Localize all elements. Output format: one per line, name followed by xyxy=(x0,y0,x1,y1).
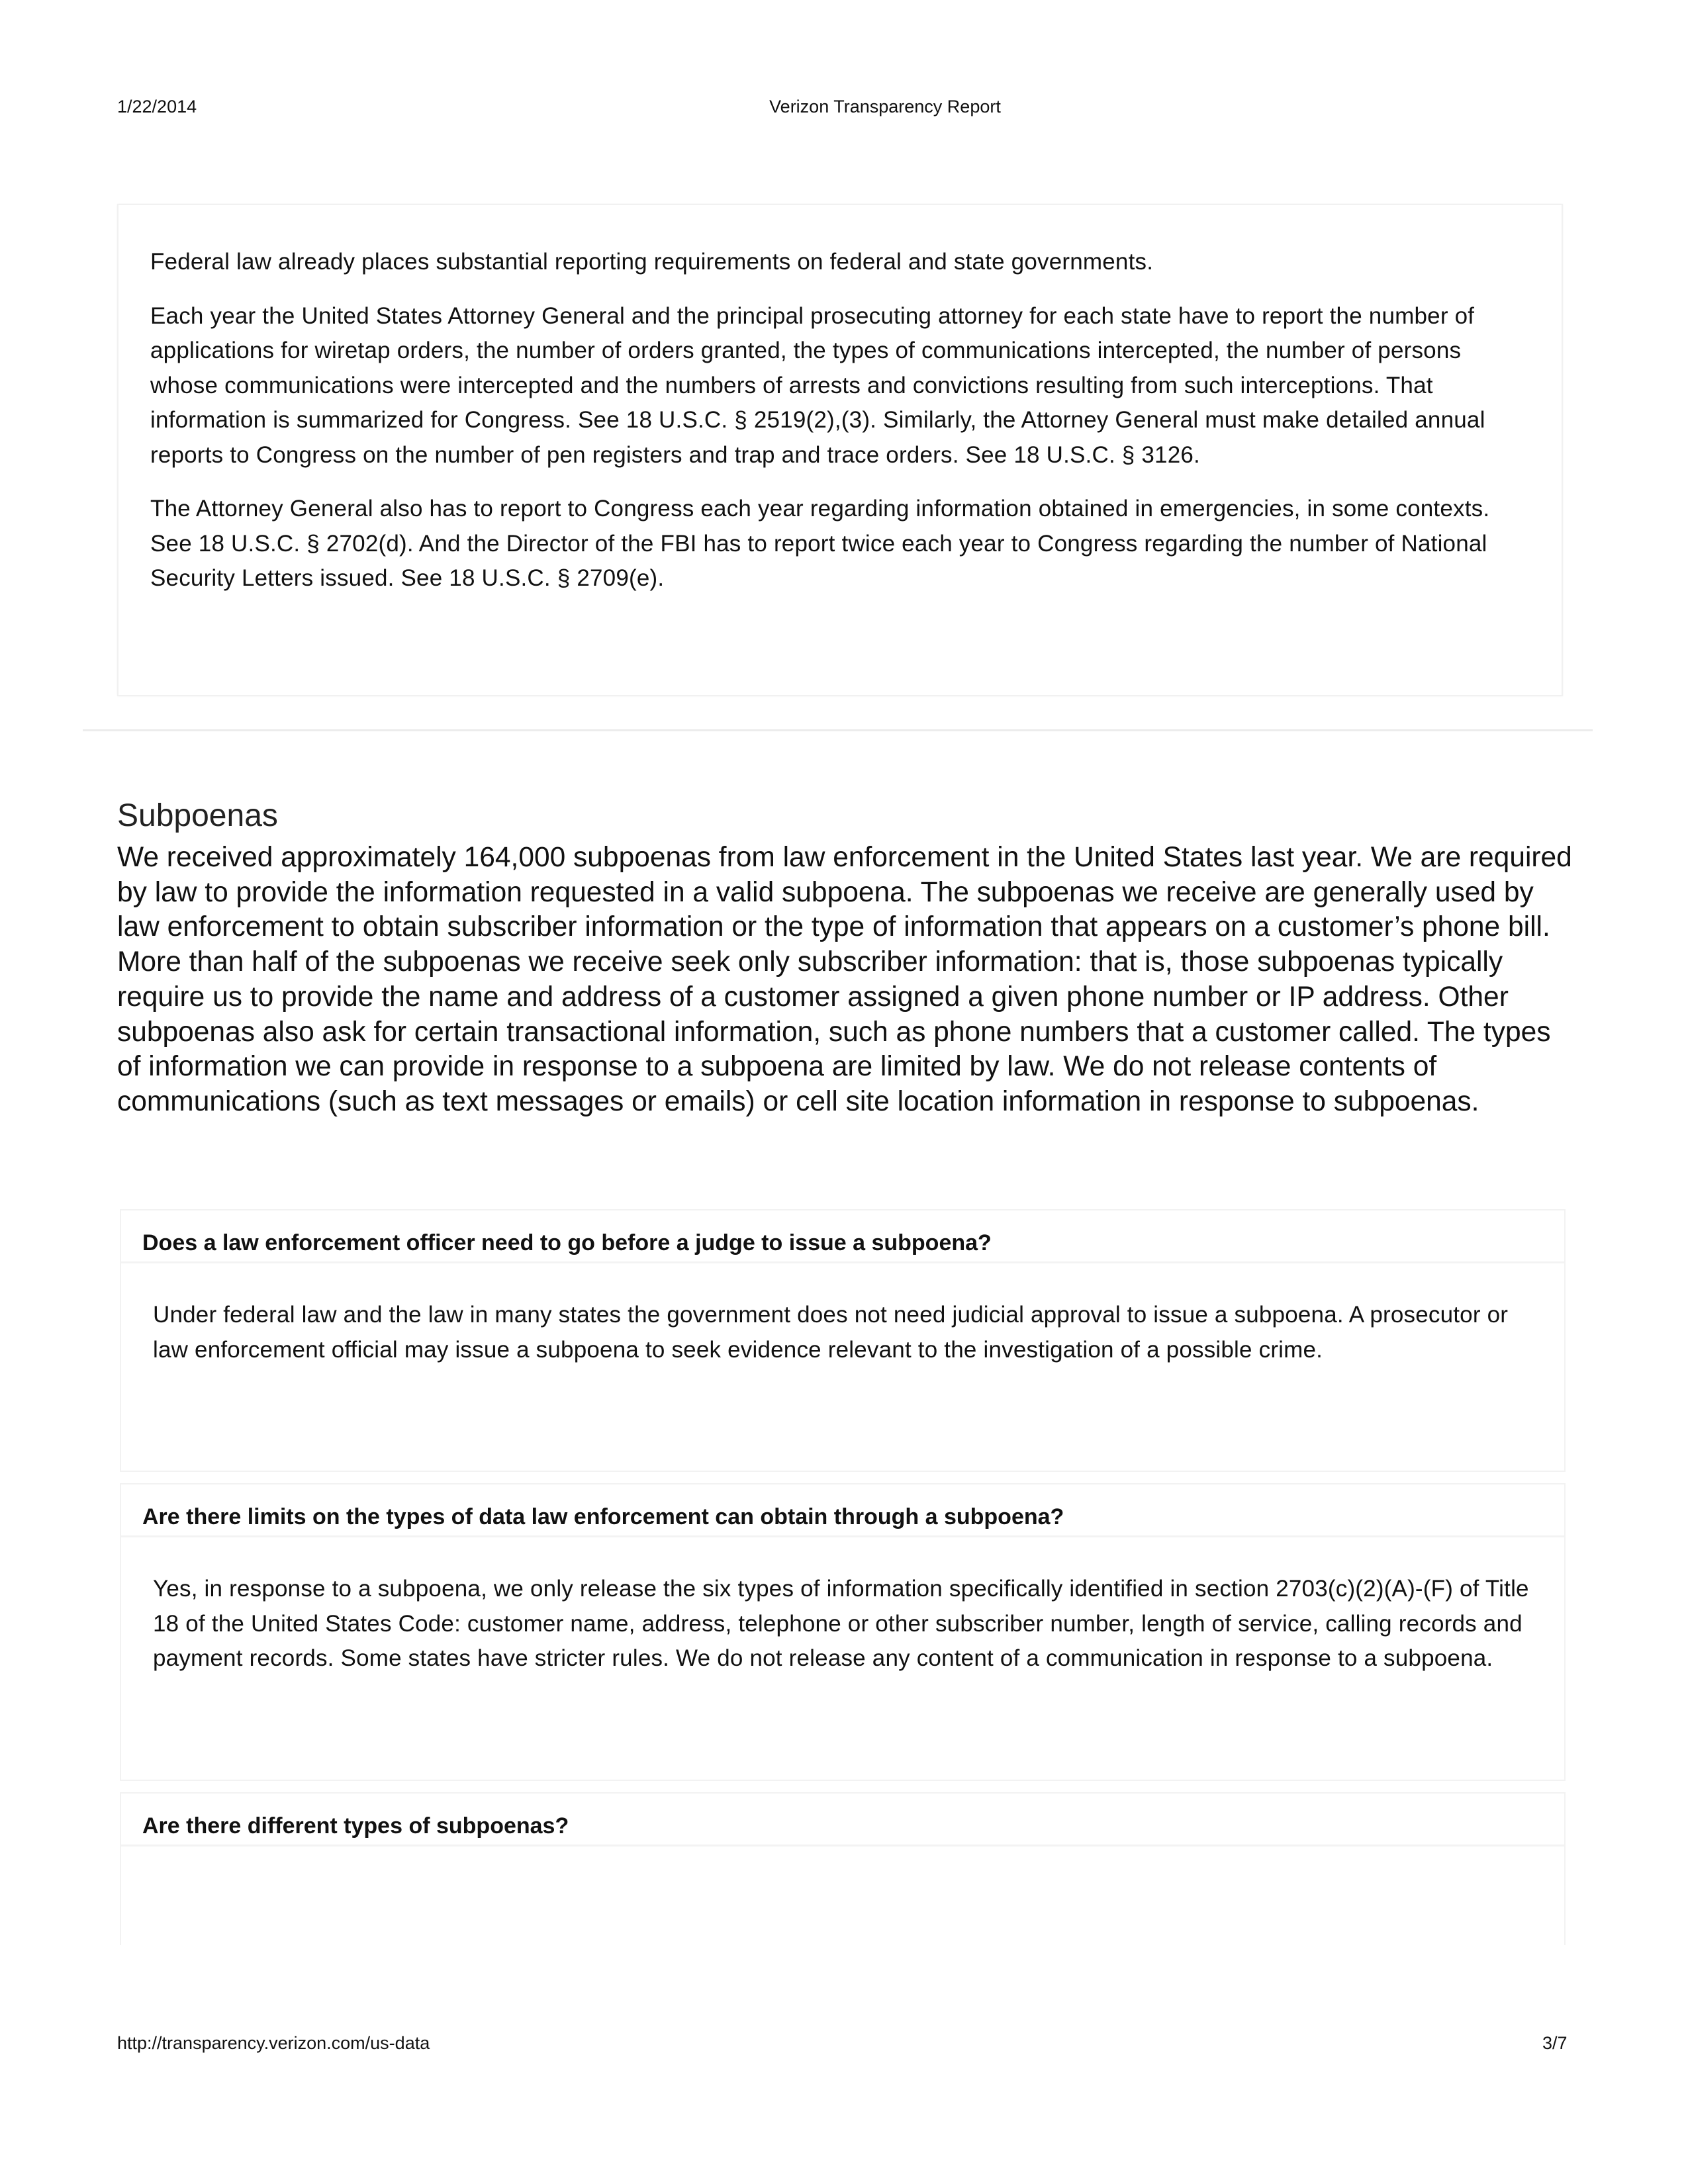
faq-answer: Yes, in response to a subpoena, we only release the six types of information specifically identified in section 2703(c)(2)(A)-(F) of Title 18 of the United States Code: customer name, address, telephone or other subscriber number, length of service, calling records and payment records. Some states have stricter rules. We do not release any content of a communication in response to a subpoena. xyxy=(153,1576,1529,1671)
faq-question[interactable]: Are there different types of subpoenas? xyxy=(121,1794,1564,1846)
reporting-requirements-box xyxy=(117,204,1563,696)
print-date: 1/22/2014 xyxy=(117,97,197,116)
faq-question[interactable]: Does a law enforcement officer need to go before a judge to issue a subpoena? xyxy=(121,1210,1564,1263)
section-heading: Subpoenas xyxy=(117,798,278,833)
subpoenas-lead-paragraph: We received approximately 164,000 subpoenas from law enforcement in the United States last year. We are required by law to provide the information requested in a valid subpoena. The subpoenas we receive are generally used by law enforcement to obtain subscriber information or the type of information that appears on a customer’s phone bill. More than half of the subpoenas we receive seek only subscriber information: that is, those subpoenas typically require us to provide the name and address of a customer assigned a given phone number or IP address. Other subpoenas also ask for certain transactional information, such as phone numbers that a customer called. The types of information we can provide in response to a subpoena are limited by law. We do not release contents of communications (such as text messages or emails) or cell site location information in response to subpoenas. xyxy=(117,842,1572,1117)
section-divider xyxy=(83,729,1593,731)
intro-paragraph: Each year the United States Attorney General and the principal prosecuting attorney for each state have to report the number of applications for wiretap orders, the number of orders granted, the types of communications intercepted, the number of persons whose communications were intercepted and the numbers of arrests and convictions resulting from such interceptions. That information is summarized for Congress. See 18 U.S.C. § 2519(2),(3). Similarly, the Attorney General must make detailed annual reports to Congress on the number of pen registers and trap and trace orders. See 18 U.S.C. § 3126. xyxy=(150,302,1485,468)
faq-item xyxy=(120,1792,1566,1945)
intro-paragraph: Federal law already places substantial reporting requirements on federal and state governments. xyxy=(150,249,1154,275)
page-number: 3/7 xyxy=(1542,2033,1568,2053)
faq-item xyxy=(120,1209,1566,1472)
faq-question[interactable]: Are there limits on the types of data law enforcement can obtain through a subpoena? xyxy=(121,1484,1564,1537)
intro-paragraph: The Attorney General also has to report to Congress each year regarding information obtained in emergencies, in some contexts. See 18 U.S.C. § 2702(d). And the Director of the FBI has to report twice each year to Congress regarding the number of National Security Letters issued. See 18 U.S.C. § 2709(e). xyxy=(150,496,1490,591)
faq-item xyxy=(120,1483,1566,1781)
faq-answer: Under federal law and the law in many states the government does not need judicial approval to issue a subpoena. A prosecutor or law enforcement official may issue a subpoena to seek evidence relevant to the investigation of a possible crime. xyxy=(153,1302,1509,1363)
page-url: http://transparency.verizon.com/us-data xyxy=(117,2033,430,2053)
page-title: Verizon Transparency Report xyxy=(769,97,1001,116)
